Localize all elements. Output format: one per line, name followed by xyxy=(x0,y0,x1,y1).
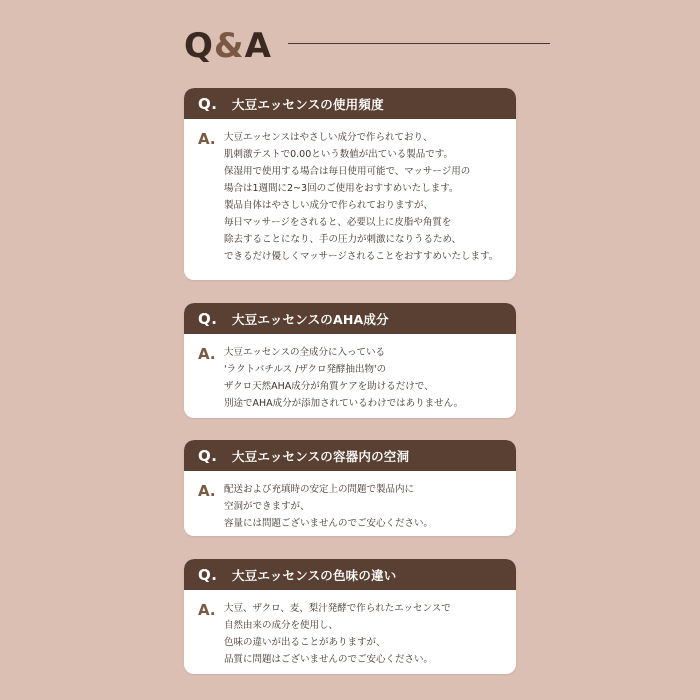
answer-text xyxy=(224,344,516,412)
answer-text xyxy=(224,481,516,532)
qa-card-usage-frequency xyxy=(184,88,516,280)
question-text: 大豆エッセンスの色味の違い xyxy=(232,567,397,583)
answer-line: ザクロ天然AHA成分が角質ケアを助けるだけで、 xyxy=(224,381,434,392)
title-a: A xyxy=(244,26,272,66)
answer-line: 別途でAHA成分が添加されているわけではありません。 xyxy=(224,398,464,409)
answer-body xyxy=(184,471,516,532)
title-divider-line xyxy=(288,43,550,44)
answer-line: 場合は1週間に2~3回のご使用をおすすめいたします。 xyxy=(224,183,459,194)
qa-card-aha-ingredient xyxy=(184,303,516,418)
answer-body xyxy=(184,590,516,668)
answer-marker: A. xyxy=(198,345,216,363)
answer-line: 空洞ができますが、 xyxy=(224,501,310,512)
answer-marker: A. xyxy=(198,130,216,148)
answer-line: 毎日マッサージをされると、必要以上に皮脂や角質を xyxy=(224,217,452,228)
answer-line: 配送および充填時の安定上の問題で製品内に xyxy=(224,484,415,495)
question-marker: Q. xyxy=(198,446,218,465)
answer-line: 大豆、ザクロ、麦、梨汁発酵で作られたエッセンスで xyxy=(224,603,451,614)
qa-header xyxy=(184,24,550,70)
question-marker: Q. xyxy=(198,94,218,113)
answer-line: 除去することになり、手の圧力が刺激になりうるため、 xyxy=(224,234,462,245)
answer-line: 製品自体はやさしい成分で作られておりますが、 xyxy=(224,200,434,211)
qa-card-color-difference xyxy=(184,559,516,674)
question-bar xyxy=(184,303,516,334)
answer-line: 自然由来の成分を使用し、 xyxy=(224,620,339,631)
answer-line: 品質に問題はございませんのでご安心ください。 xyxy=(224,654,434,665)
question-marker: Q. xyxy=(198,309,218,328)
answer-text xyxy=(224,129,516,265)
answer-body xyxy=(184,119,516,265)
qa-card-container-air-gap xyxy=(184,440,516,536)
question-bar xyxy=(184,559,516,590)
answer-line: できるだけ優しくマッサージされることをおすすめいたします。 xyxy=(224,251,499,262)
question-bar xyxy=(184,440,516,471)
answer-line: 大豆エッセンスの全成分に入っている xyxy=(224,347,386,358)
answer-line: 容量には問題ございませんのでご安心ください。 xyxy=(224,518,434,529)
question-text: 大豆エッセンスの容器内の空洞 xyxy=(232,448,410,464)
page-title xyxy=(184,24,272,68)
title-ampersand: & xyxy=(213,26,245,66)
answer-marker: A. xyxy=(198,601,216,619)
title-q: Q xyxy=(184,26,214,66)
answer-line: 色味の違いが出ることがありますが、 xyxy=(224,637,386,648)
question-text: 大豆エッセンスのAHA成分 xyxy=(232,311,389,327)
answer-body xyxy=(184,334,516,412)
answer-line: 大豆エッセンスはやさしい成分で作られており、 xyxy=(224,132,433,143)
answer-line: 肌刺激テストで0.00という数値が出ている製品です。 xyxy=(224,149,454,160)
question-text: 大豆エッセンスの使用頻度 xyxy=(232,96,384,112)
answer-line: 'ラクトバチルス /ザクロ発酵抽出物'の xyxy=(224,364,387,375)
question-bar xyxy=(184,88,516,119)
answer-line: 保湿用で使用する場合は毎日使用可能で、マッサージ用の xyxy=(224,166,471,177)
answer-marker: A. xyxy=(198,482,216,500)
question-marker: Q. xyxy=(198,565,218,584)
answer-text xyxy=(224,600,516,668)
